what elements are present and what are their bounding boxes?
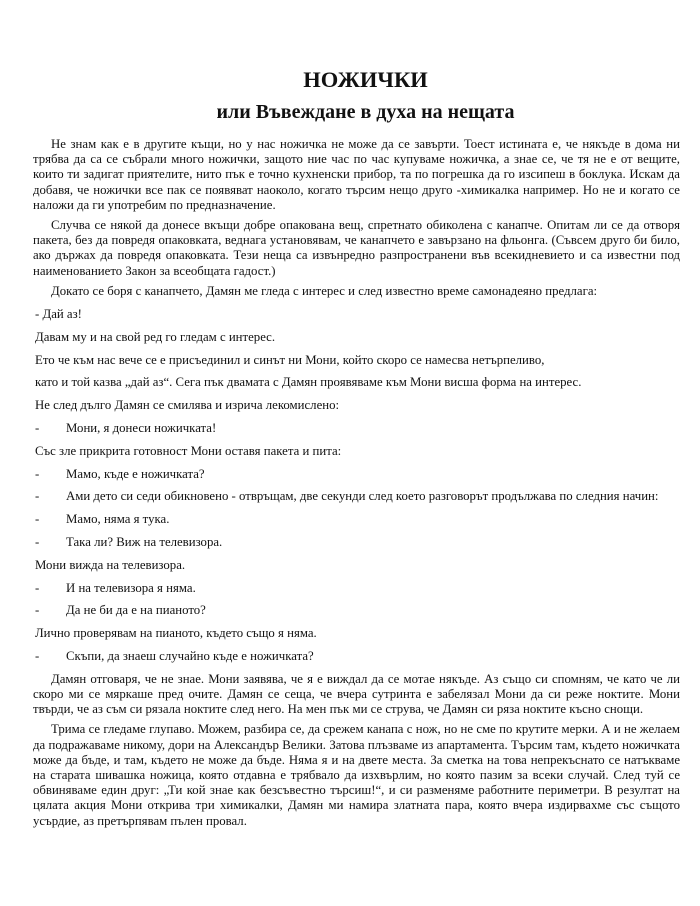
narration-line-7: Лично проверявам на пианото, където също я няма. xyxy=(35,626,317,641)
paragraph-5: Трима се гледаме глупаво. Можем, разбира се, да срежем канапа с нож, но не сме по крутите мерки. А и не желаем да подражаваме никому, дори на Александър Велики. Затова плъзваме из апартамента. Търсим там, където ножичката може да бъде, и там, където не може да бъде. Няма я и на двете места. За сметка на това непрекъснато се натъкваме на старата шивашка ножица, която отдавна е трябвало да изхвърлим, но която пазим за всеки случай. След туй се обвиняваме един друг: „Ти кой знае как безсъвестно търсиш!“, и си разменяме работните периметри. В резултат на цялата акция Мони открива три химикалки, Дамян ми намира златната пара, която вчера издирвахме със същото усърдие, аз претърпявам пълен провал. xyxy=(33,722,680,828)
dash-mark: - xyxy=(35,535,40,549)
dialogue-line-1: - Дай аз! xyxy=(35,307,82,322)
narration-line-4: Не след дълго Дамян се смилява и изрича лекомислено: xyxy=(35,398,340,413)
dialogue-line-8 xyxy=(33,603,680,618)
dialogue-line-2 xyxy=(33,421,680,436)
dash-mark: - xyxy=(35,580,40,595)
paragraph-1: Не знам как е в другите къщи, но у нас ножичка не може да се завърти. Тоест истината е, че някъде в дома ни трябва да са се събрали много ножички, защото ние час по час купуваме ножичка, а знае се, че тя не е от вещите, които ти задигат приятелите, нито пък е точно кухненски прибор, та по погрешка да го изсипеш в боклука. Искам да добавя, че ножички все пак се появяват наоколо, когато търсим нещо друго -химикалка например. Но не и когато се наложи да ги употребим по предназначение. xyxy=(33,137,680,212)
dash-mark: - xyxy=(35,603,40,618)
dash-mark: - xyxy=(35,421,40,436)
dialogue-line-9 xyxy=(33,649,680,664)
dash-mark: - xyxy=(35,466,40,481)
paragraph-2: Случва се някой да донесе вкъщи добре опакована вещ, спретнато обиколена с канапче. Опитам ли се да отворя пакета, без да повредя опаковката, веднага установявам, че канапчето е завързано на фльонга. (Съвсем друго би било, ако държах да повредя опаковката. Тези неща са извънредно разпространени във всекидневието и са известни под наименованието Закон за всеобщата гадост.) xyxy=(33,218,680,278)
document-body xyxy=(33,137,680,829)
dash-mark: - xyxy=(35,648,40,663)
dialogue-text: Така ли? Виж на телевизора. xyxy=(66,535,223,549)
narration-line-3: като и той казва „дай аз“. Сега пък двамата с Дамян проявяваме към Мони висша форма на интерес. xyxy=(35,375,582,390)
dialogue-text: Мамо, къде е ножичката? xyxy=(66,466,205,481)
dash-mark: - xyxy=(35,489,40,504)
dialogue-text: Мамо, няма я тука. xyxy=(66,512,170,527)
document-title: НОЖИЧКИ xyxy=(303,67,428,92)
paragraph-3: Докато се боря с канапчето, Дамян ме гледа с интерес и след известно време самонадеяно предлага: xyxy=(51,283,598,298)
dialogue-line-3 xyxy=(33,467,680,482)
dialogue-text: Скъпи, да знаеш случайно къде е ножичката? xyxy=(66,648,314,663)
paragraph-4: Дамян отговаря, че не знае. Мони заявява, че я е виждал да се мотае някъде. Аз също си спомням, че като че ли скоро ми се мяркаше пред очите. Дамян се сеща, че вчера сутринта е забелязал Мони да си реже ноктите. Мони твърди, че аз съм си рязала ноктите след него. На мен пък ми се струва, че Дамян си ряза ноктите късно снощи. xyxy=(33,671,680,717)
narration-line-6: Мони вижда на телевизора. xyxy=(35,557,186,572)
document-subtitle: или Въвеждане в духа на нещата xyxy=(216,101,515,123)
dialogue-text: Да не би да е на пианото? xyxy=(66,603,206,618)
narration-line-1: Давам му и на свой ред го гледам с интерес. xyxy=(35,329,276,344)
dialogue-line-5 xyxy=(33,512,680,527)
dialogue-text: Ами дето си седи обикновено - отвръщам, две секунди след което разговорът продължава по следния начин: xyxy=(66,489,659,504)
dialogue-text: И на телевизора я няма. xyxy=(66,580,196,595)
dialogue-line-4 xyxy=(33,489,680,504)
narration-line-5: Със зле прикрита готовност Мони оставя пакета и пита: xyxy=(35,443,342,458)
narration-line-2: Ето че към нас вече се е присъединил и синът ни Мони, който скоро се намесва нетърпеливо, xyxy=(35,352,545,367)
dialogue-line-7 xyxy=(33,581,680,596)
dialogue-line-6 xyxy=(33,535,680,550)
dialogue-text: Мони, я донеси ножичката! xyxy=(66,421,217,436)
dash-mark: - xyxy=(35,512,40,527)
